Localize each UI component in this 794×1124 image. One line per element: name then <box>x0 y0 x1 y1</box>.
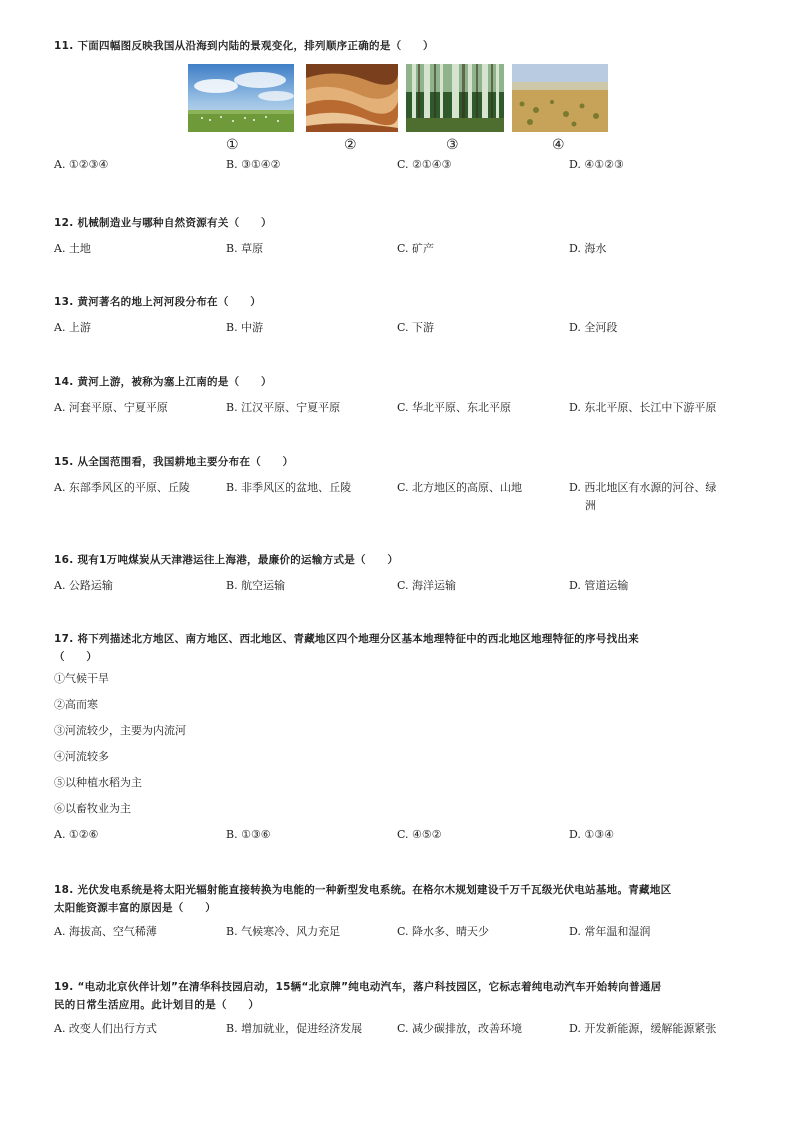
option-b[interactable]: B. 气候寒冷、风力充足 <box>226 925 341 938</box>
option-a[interactable]: A. 公路运输 <box>54 579 113 592</box>
question-15 <box>54 454 744 514</box>
question-stem: 19. “电动北京伙伴计划”在清华科技园启动，15辆“北京牌”纯电动汽车，落户科技园区，它标志着纯电动汽车开始转向普通居 <box>54 981 662 993</box>
question-stem: 15. 从全国范围看，我国耕地主要分布在（ ） <box>54 456 294 468</box>
question-stem: 12. 机械制造业与哪种自然资源有关（ ） <box>54 217 272 229</box>
forest-photo <box>406 64 504 132</box>
option-b[interactable]: B. 非季风区的盆地、丘陵 <box>226 481 352 494</box>
question-stem-continuation: 太阳能资源丰富的原因是（ ） <box>54 902 216 914</box>
option-a[interactable]: A. 河套平原、宁夏平原 <box>54 401 168 414</box>
statement-item: ③河流较少，主要为内流河 <box>54 724 186 737</box>
option-d[interactable]: D. 海水 <box>569 242 607 255</box>
option-b[interactable]: B. 草原 <box>226 242 264 255</box>
grassland-photo <box>188 64 294 132</box>
question-stem: 18. 光伏发电系统是将太阳光辐射能直接转换为电能的一种新型发电系统。在格尔木规划建设千万千瓦级光伏电站基地。青藏地区 <box>54 884 672 896</box>
question-stem: 14. 黄河上游，被称为塞上江南的是（ ） <box>54 376 272 388</box>
image-label: ④ <box>552 137 565 153</box>
option-d[interactable]: D. 西北地区有水源的河谷、绿 <box>569 481 717 494</box>
desert-dunes-photo <box>306 64 398 132</box>
option-b[interactable]: B. 中游 <box>226 321 264 334</box>
question-stem: 13. 黄河著名的地上河河段分布在（ ） <box>54 296 262 308</box>
option-d[interactable]: D. ④①②③ <box>569 158 624 171</box>
steppe-photo <box>512 64 608 132</box>
option-b[interactable]: B. 增加就业，促进经济发展 <box>226 1022 363 1035</box>
question-stem-continuation: 民的日常生活应用。此计划目的是（ ） <box>54 999 260 1011</box>
option-c[interactable]: C. 海洋运输 <box>397 579 457 592</box>
question-11-options <box>54 157 744 173</box>
option-b[interactable]: B. 江汉平原、宁夏平原 <box>226 401 341 414</box>
option-a[interactable]: A. 海拔高、空气稀薄 <box>54 925 157 938</box>
option-a[interactable]: A. 土地 <box>54 242 91 255</box>
question-11 <box>54 38 744 54</box>
question-stem: 16. 现有1万吨煤炭从天津港运往上海港，最廉价的运输方式是（ ） <box>54 554 399 566</box>
option-d[interactable]: D. 常年温和湿润 <box>569 925 651 938</box>
image-label: ② <box>344 137 357 153</box>
option-d[interactable]: D. 管道运输 <box>569 579 629 592</box>
option-d-continuation: 洲 <box>585 499 596 512</box>
option-b[interactable]: B. 航空运输 <box>226 579 286 592</box>
statement-item: ②高而寒 <box>54 698 98 711</box>
option-c[interactable]: C. ②①④③ <box>397 158 452 171</box>
option-a[interactable]: A. 上游 <box>54 321 91 334</box>
question-18 <box>54 882 744 940</box>
statement-item: ⑥以畜牧业为主 <box>54 802 131 815</box>
question-16 <box>54 552 744 594</box>
question-14 <box>54 374 744 416</box>
question-12 <box>54 215 744 257</box>
option-c[interactable]: C. 下游 <box>397 321 435 334</box>
statement-item: ④河流较多 <box>54 750 109 763</box>
option-c[interactable]: C. 减少碳排放，改善环境 <box>397 1022 523 1035</box>
landscape-photos <box>188 64 608 132</box>
question-stem-continuation: （ ） <box>54 651 98 663</box>
option-b[interactable]: B. ③①④② <box>226 158 281 171</box>
question-stem: 17. 将下列描述北方地区、南方地区、西北地区、青藏地区四个地理分区基本地理特征中的西北地区地理特征的序号找出来 <box>54 633 640 645</box>
option-c[interactable]: C. 北方地区的高原、山地 <box>397 481 523 494</box>
option-c[interactable]: C. ④⑤② <box>397 828 442 841</box>
option-d[interactable]: D. ①③④ <box>569 828 615 841</box>
option-c[interactable]: C. 华北平原、东北平原 <box>397 401 512 414</box>
image-label: ③ <box>446 137 459 153</box>
option-a[interactable]: A. ①②⑥ <box>54 828 99 841</box>
image-label: ① <box>226 137 239 153</box>
question-19 <box>54 979 744 1037</box>
option-a[interactable]: A. 东部季风区的平原、丘陵 <box>54 481 190 494</box>
option-d[interactable]: D. 全河段 <box>569 321 618 334</box>
option-a[interactable]: A. ①②③④ <box>54 158 109 171</box>
option-d[interactable]: D. 东北平原、长江中下游平原 <box>569 401 717 414</box>
option-a[interactable]: A. 改变人们出行方式 <box>54 1022 157 1035</box>
statement-item: ⑤以种植水稻为主 <box>54 776 142 789</box>
option-d[interactable]: D. 开发新能源，缓解能源紧张 <box>569 1022 717 1035</box>
question-13 <box>54 294 744 336</box>
image-labels <box>0 137 794 153</box>
option-c[interactable]: C. 降水多、晴天少 <box>397 925 490 938</box>
statement-item: ①气候干旱 <box>54 672 109 685</box>
option-c[interactable]: C. 矿产 <box>397 242 435 255</box>
option-b[interactable]: B. ①③⑥ <box>226 828 271 841</box>
question-stem: 11. 下面四幅图反映我国从沿海到内陆的景观变化，排列顺序正确的是（ ） <box>54 40 434 52</box>
question-17 <box>54 631 744 843</box>
